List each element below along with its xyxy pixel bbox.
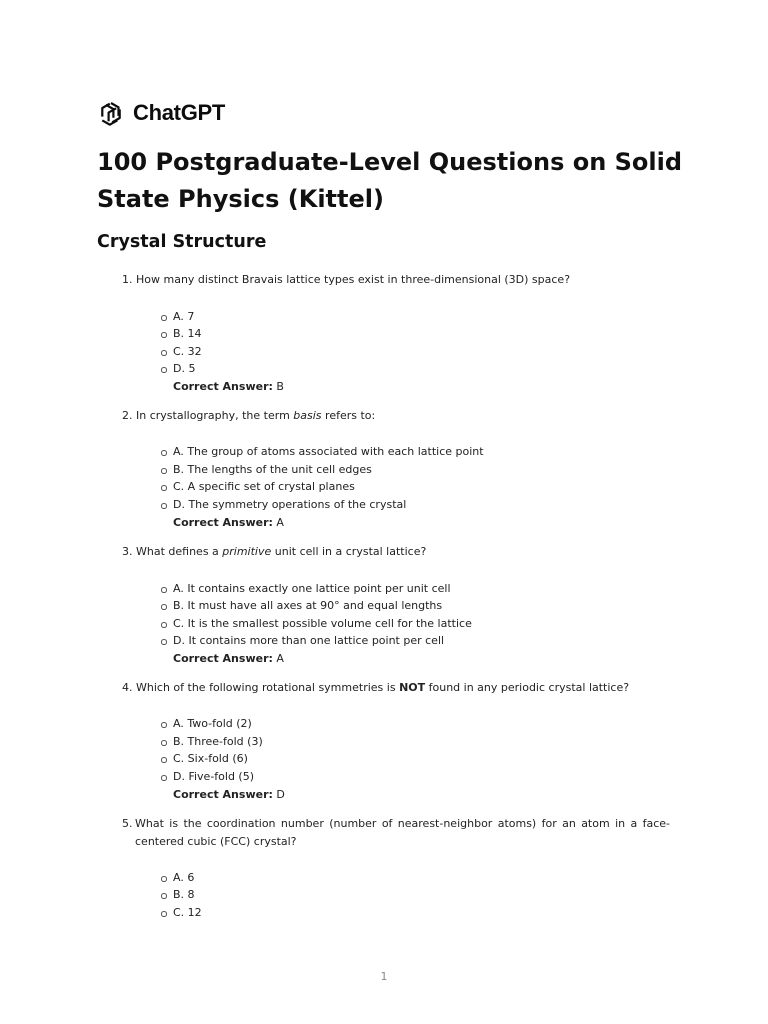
question-1	[122, 271, 670, 289]
answer-value: D	[276, 788, 285, 801]
option: A. It contains exactly one lattice point per unit cell	[173, 582, 451, 595]
option: C. Six-fold (6)	[173, 752, 248, 765]
question-text: How many distinct Bravais lattice types exist in three-dimensional (3D) space?	[136, 273, 571, 286]
question-number: 4.	[122, 681, 133, 694]
correct-answer	[173, 650, 284, 668]
question-number: 5.	[122, 817, 133, 830]
brand-header	[97, 99, 225, 127]
bullet-icon	[161, 876, 167, 882]
option: C. It is the smallest possible volume cell for the lattice	[173, 617, 472, 630]
brand-name: ChatGPT	[133, 100, 226, 125]
answer-label: Correct Answer:	[173, 380, 273, 393]
question-2	[122, 407, 670, 425]
option: A. The group of atoms associated with each lattice point	[173, 445, 484, 458]
question-text-line2: centered cubic (FCC) crystal?	[135, 835, 297, 848]
bullet-icon	[161, 332, 167, 338]
option: D. Five-fold (5)	[173, 770, 255, 783]
option: D. The symmetry operations of the crystal	[173, 498, 407, 511]
question-text-post: refers to:	[321, 409, 376, 422]
question-text-strong: NOT	[399, 681, 426, 694]
question-3	[122, 543, 670, 561]
bullet-icon	[161, 468, 167, 474]
option: D. 5	[173, 362, 196, 375]
bullet-icon	[161, 604, 167, 610]
option: C. 12	[173, 906, 202, 919]
correct-answer	[173, 786, 285, 804]
answer-value: A	[276, 516, 284, 529]
question-text-line1: What is the coordination number (number of nearest-neighbor atoms) for an atom in a face-	[135, 817, 670, 830]
bullet-icon	[161, 450, 167, 456]
answer-value: B	[276, 380, 284, 393]
option: B. Three-fold (3)	[173, 735, 263, 748]
answer-label: Correct Answer:	[173, 516, 273, 529]
correct-answer	[173, 514, 284, 532]
option: B. 8	[173, 888, 195, 901]
bullet-icon	[161, 350, 167, 356]
openai-logo-icon	[97, 99, 125, 127]
document-title: 100 Postgraduate-Level Questions on Solid State Physics (Kittel)	[97, 148, 683, 213]
bullet-icon	[161, 722, 167, 728]
question-number: 2.	[122, 409, 133, 422]
bullet-icon	[161, 315, 167, 321]
bullet-icon	[161, 911, 167, 917]
answer-label: Correct Answer:	[173, 788, 273, 801]
question-number: 3.	[122, 545, 133, 558]
correct-answer	[173, 378, 284, 396]
bullet-icon	[161, 485, 167, 491]
bullet-icon	[161, 775, 167, 781]
question-text-pre: What defines a	[136, 545, 223, 558]
question-text-pre: In crystallography, the term	[136, 409, 294, 422]
option: C. A specific set of crystal planes	[173, 480, 355, 493]
option: B. 14	[173, 327, 202, 340]
question-text-post: found in any periodic crystal lattice?	[425, 681, 630, 694]
answer-label: Correct Answer:	[173, 652, 273, 665]
bullet-icon	[161, 587, 167, 593]
section-heading: Crystal Structure	[97, 232, 267, 252]
bullet-icon	[161, 622, 167, 628]
option: A. Two-fold (2)	[173, 717, 252, 730]
option: D. It contains more than one lattice point per cell	[173, 634, 445, 647]
bullet-icon	[161, 367, 167, 373]
question-4	[122, 679, 670, 697]
bullet-icon	[161, 757, 167, 763]
option: A. 7	[173, 310, 195, 323]
bullet-icon	[161, 893, 167, 899]
option: C. 32	[173, 345, 202, 358]
option: B. The lengths of the unit cell edges	[173, 463, 372, 476]
question-text-emphasis: basis	[293, 409, 322, 422]
bullet-icon	[161, 639, 167, 645]
page-number: 1	[380, 970, 388, 983]
option: B. It must have all axes at 90° and equal lengths	[173, 599, 443, 612]
bullet-icon	[161, 503, 167, 509]
question-number: 1.	[122, 273, 133, 286]
question-text-pre: Which of the following rotational symmetries is	[136, 681, 400, 694]
option: A. 6	[173, 871, 195, 884]
question-text-emphasis: primitive	[222, 545, 272, 558]
bullet-icon	[161, 740, 167, 746]
question-text-post: unit cell in a crystal lattice?	[271, 545, 427, 558]
answer-value: A	[276, 652, 284, 665]
